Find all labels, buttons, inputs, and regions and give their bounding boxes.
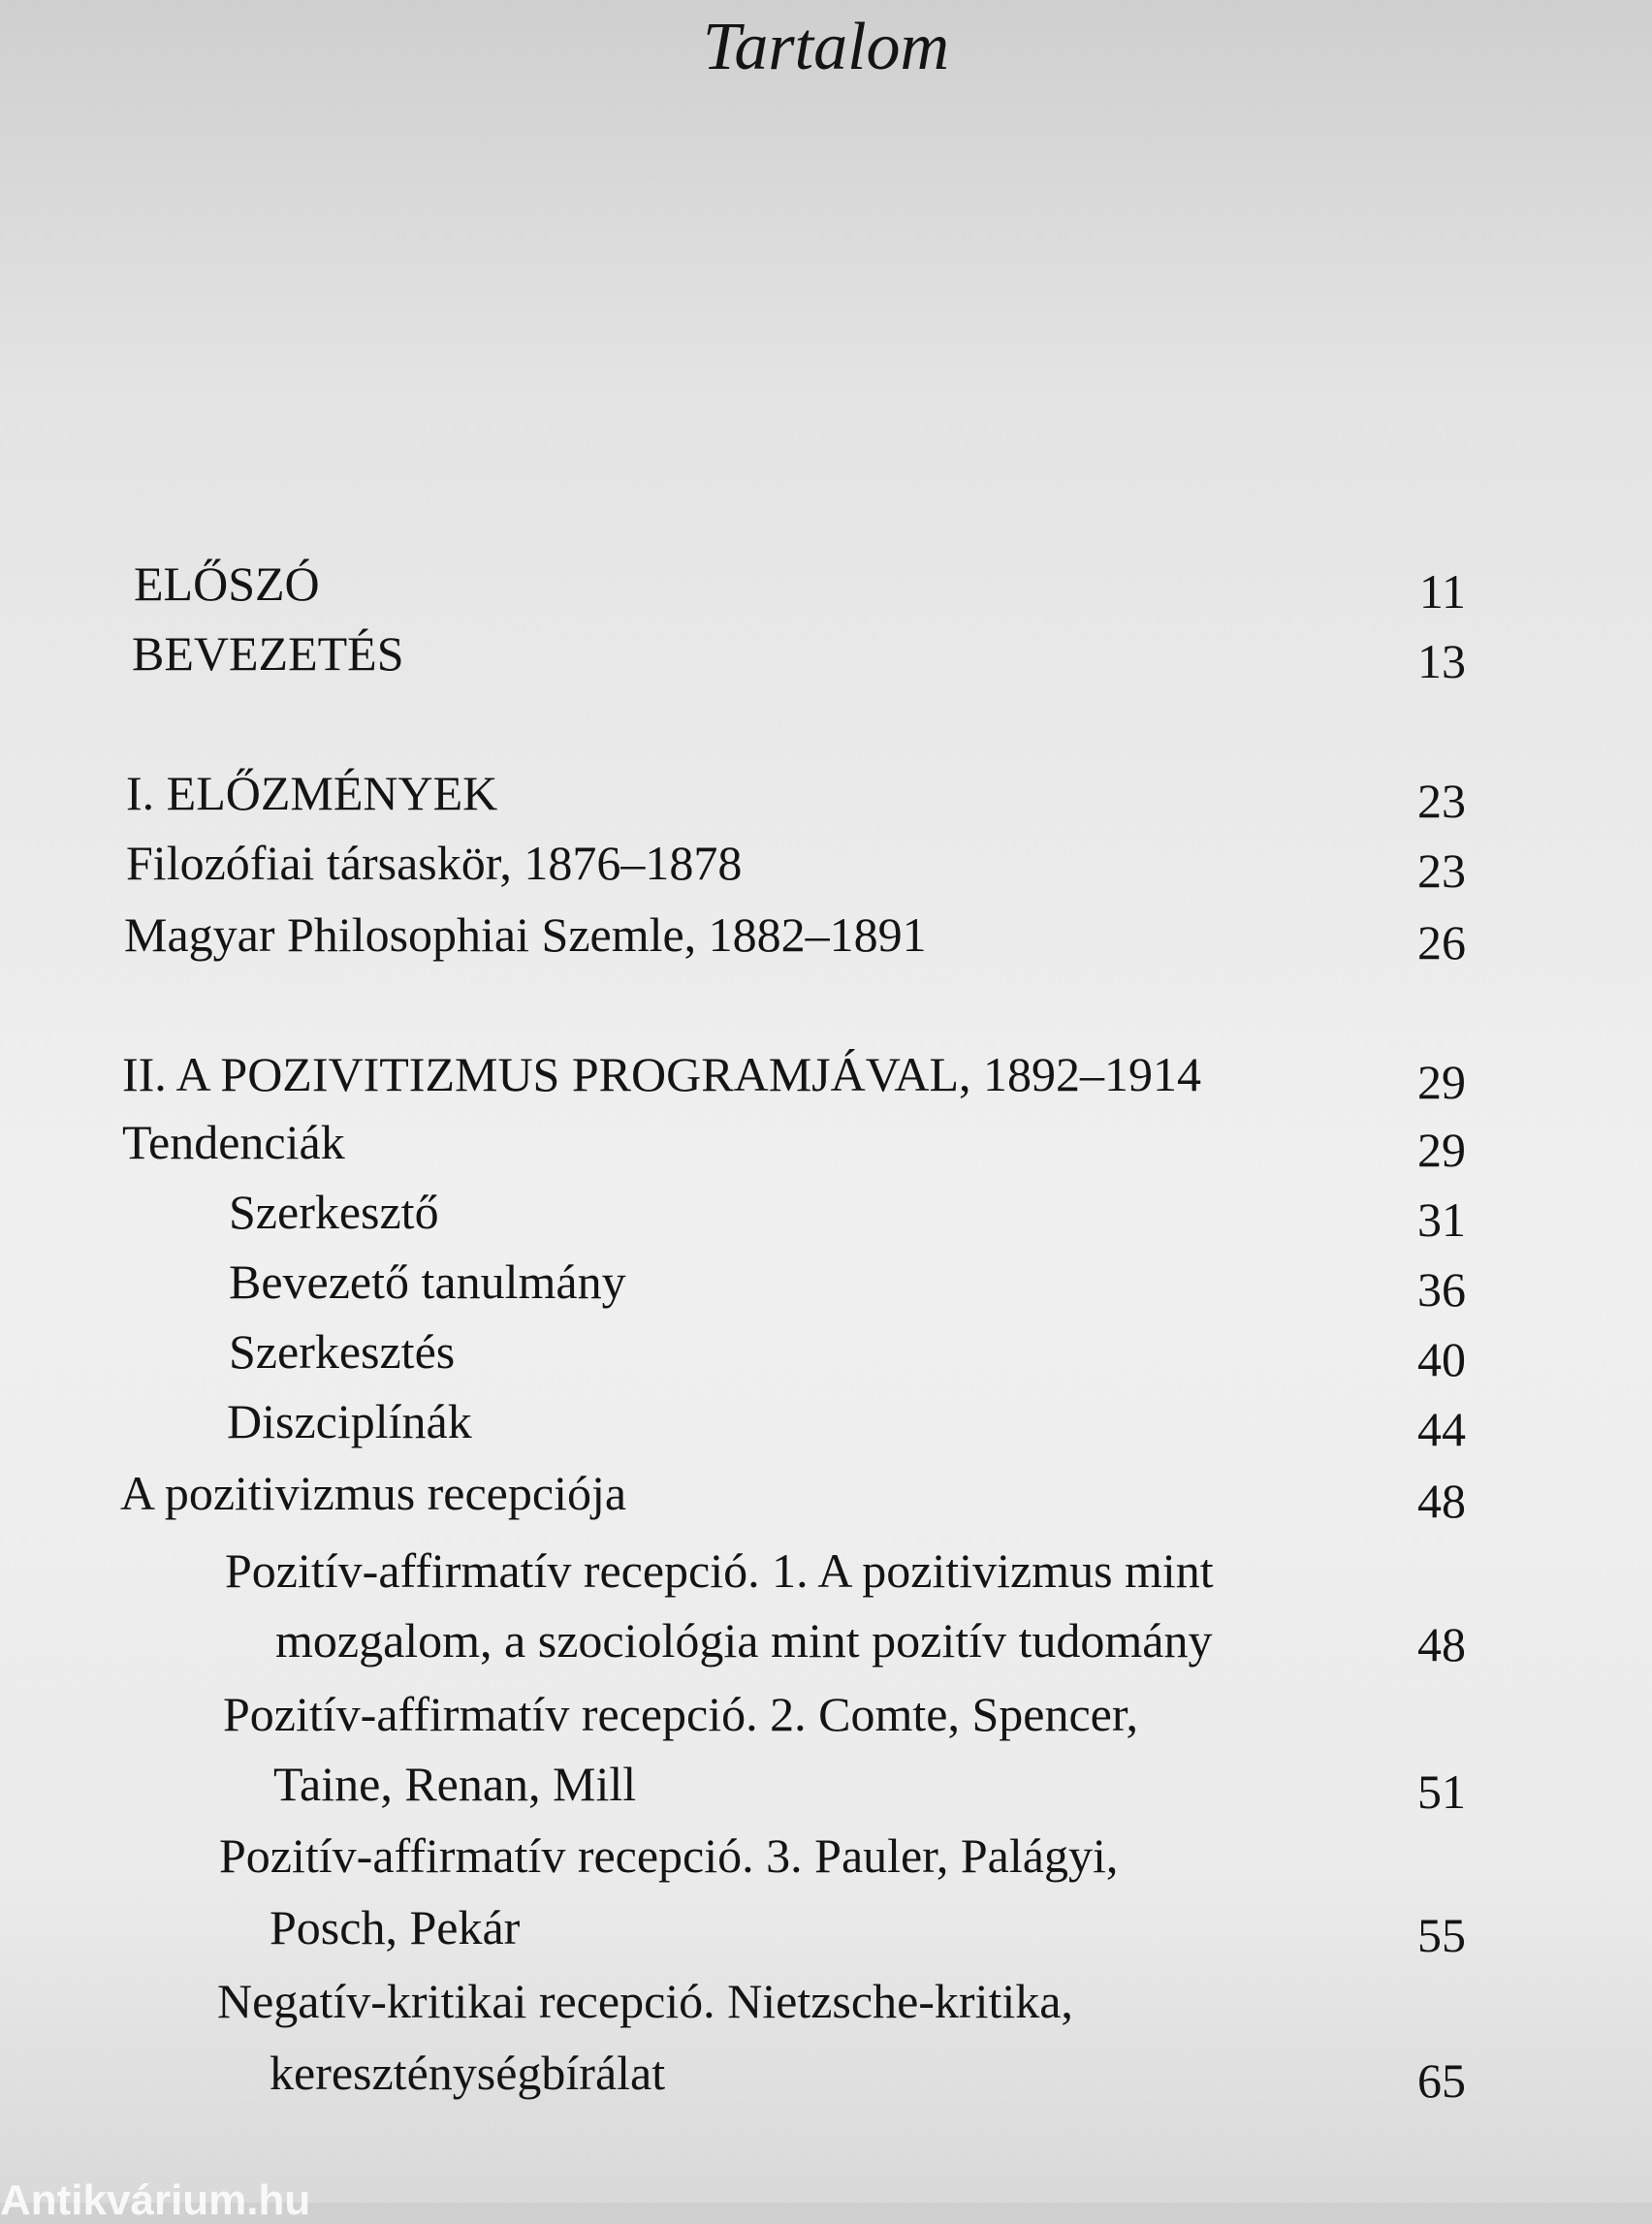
toc-page-bevezetes: 13: [1417, 634, 1466, 688]
toc-entry-bevezetes: BEVEZETÉS: [132, 626, 404, 681]
toc-entry-elozmenyek: I. ELŐZMÉNYEK: [126, 766, 498, 820]
toc-entry-bevezeto-tanulmany: Bevezető tanulmány: [229, 1255, 626, 1309]
toc-page-szerkeszto: 31: [1417, 1192, 1466, 1247]
toc-entry-szerkesztes: Szerkesztés: [229, 1324, 456, 1379]
toc-page-diszciplinak: 44: [1417, 1402, 1466, 1456]
toc-entry-eloszo: ELŐSZÓ: [134, 556, 320, 611]
toc-entry-szerkeszto: Szerkesztő: [229, 1185, 439, 1239]
toc-entry-affirmativ-1: Pozitív-affirmatív recepció. 1. A pozitivizmus mint: [225, 1543, 1214, 1598]
page-title: Tartalom: [702, 10, 950, 84]
toc-page-pozitivizmus-recepcioja: 48: [1417, 1474, 1466, 1528]
toc-page-pozivitizmus-programjaval: 29: [1417, 1055, 1466, 1109]
toc-entry-pozivitizmus-programjaval: II. A POZIVITIZMUS PROGRAMJÁVAL, 1892–1914: [122, 1047, 1202, 1101]
toc-entry-affirmativ-2-cont: Taine, Renan, Mill: [273, 1757, 637, 1811]
watermark: Antikvárium.hu: [0, 2176, 311, 2224]
toc-entry-affirmativ-1-cont: mozgalom, a szociológia mint pozitív tudomány: [275, 1613, 1213, 1668]
toc-entry-pozitivizmus-recepcioja: A pozitivizmus recepciója: [120, 1466, 627, 1520]
toc-entry-tendenciak: Tendenciák: [122, 1115, 345, 1169]
toc-page-negativ-kritikai: 65: [1417, 2053, 1466, 2108]
toc-entry-negativ-kritikai: Negatív-kritikai recepció. Nietzsche-kritika,: [217, 1974, 1073, 2028]
toc-entry-affirmativ-2: Pozitív-affirmatív recepció. 2. Comte, Spencer,: [223, 1687, 1138, 1741]
toc-page-affirmativ-1: 48: [1417, 1617, 1466, 1671]
toc-page-affirmativ-2: 51: [1417, 1764, 1466, 1819]
toc-page-filozofiai-tarsaskor: 23: [1417, 843, 1466, 898]
toc-page-affirmativ-3: 55: [1417, 1908, 1466, 1962]
toc-entry-filozofiai-tarsaskor: Filozófiai társaskör, 1876–1878: [126, 836, 743, 890]
toc-page-bevezeto-tanulmany: 36: [1417, 1262, 1466, 1317]
toc-entry-affirmativ-3-cont: Posch, Pekár: [270, 1900, 521, 1954]
toc-entry-diszciplinak: Diszciplínák: [227, 1394, 472, 1448]
toc-page-tendenciak: 29: [1417, 1123, 1466, 1177]
toc-entry-magyar-philosophiai-szemle: Magyar Philosophiai Szemle, 1882–1891: [124, 907, 927, 962]
toc-page-elozmenyek: 23: [1417, 774, 1466, 828]
toc-page-szerkesztes: 40: [1417, 1332, 1466, 1386]
toc-entry-negativ-kritikai-cont: kereszténységbírálat: [270, 2046, 666, 2100]
toc-page-magyar-philosophiai-szemle: 26: [1417, 915, 1466, 969]
toc-entry-affirmativ-3: Pozitív-affirmatív recepció. 3. Pauler, Palágyi,: [219, 1828, 1119, 1883]
toc-page-eloszo: 11: [1418, 564, 1466, 619]
